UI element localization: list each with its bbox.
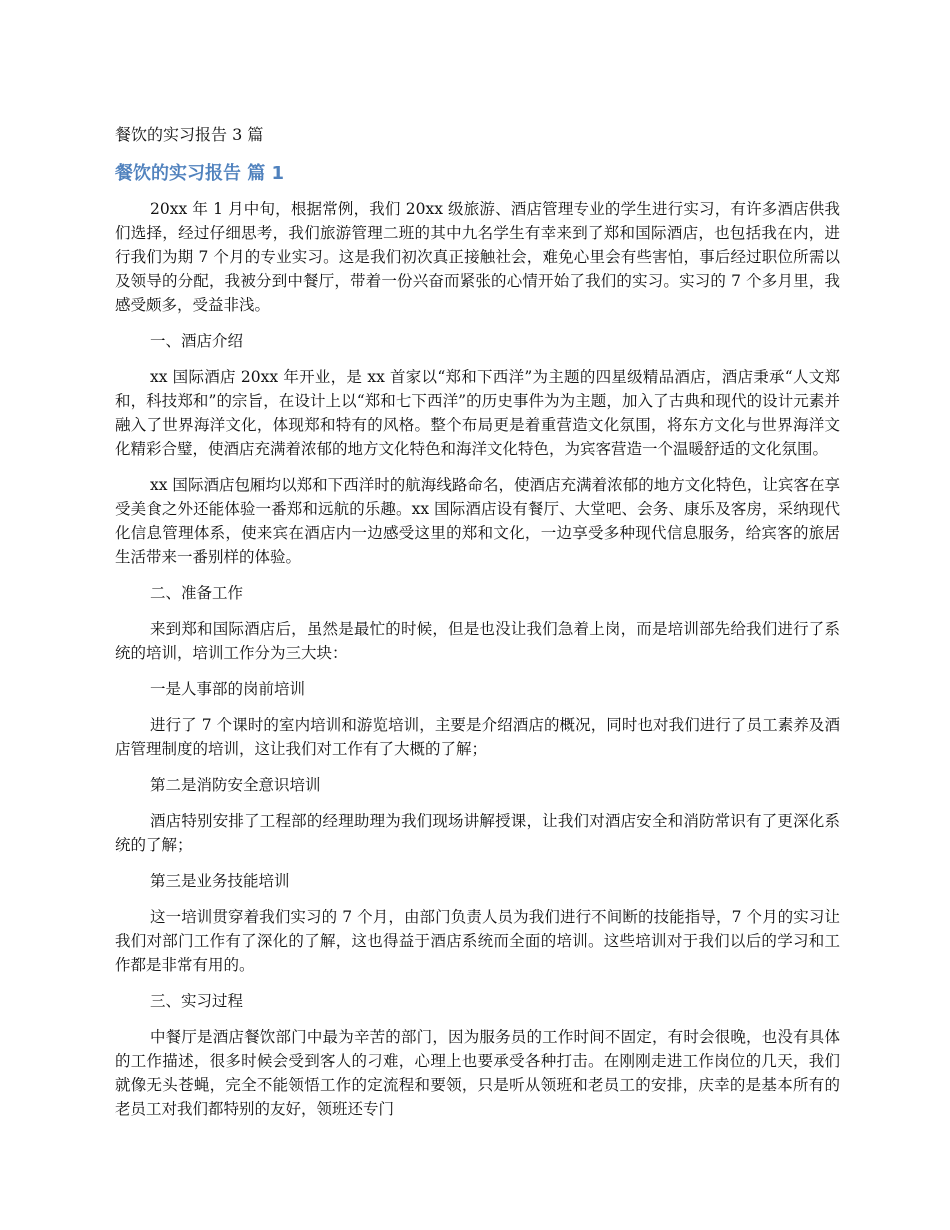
subheading-fire-safety: 第二是消防安全意识培训 <box>150 776 321 794</box>
section-heading: 餐饮的实习报告 篇 1 <box>115 163 285 184</box>
subheading-internship-process: 三、实习过程 <box>150 992 244 1010</box>
document-body <box>115 123 840 1133</box>
paragraph-training-overview: 来到郑和国际酒店后，虽然是最忙的时候，但是也没让我们急着上岗，而是培训部先给我们进行了系统的培训，培训工作分为三大块： <box>115 620 840 662</box>
subheading-hotel-intro: 一、酒店介绍 <box>150 332 244 350</box>
paragraph-hr-training: 进行了 7 个课时的室内培训和游览培训，主要是介绍酒店的概况，同时也对我们进行了员工素养及酒店管理制度的培训，这让我们对工作有了大概的了解； <box>115 716 840 758</box>
document-title: 餐饮的实习报告 3 篇 <box>115 125 264 144</box>
subheading-hr-training: 一是人事部的岗前培训 <box>150 680 306 698</box>
paragraph-intro: 20xx 年 1 月中旬，根据常例，我们 20xx 级旅游、酒店管理专业的学生进行实习，有许多酒店供我们选择，经过仔细思考，我们旅游管理二班的其中九名学生有幸来到了郑和国际酒店，也包括我在内，进行我们为期 7 个月的专业实习。这是我们初次真正接触社会，难免心里会有些害怕，事后经过职位所需以及领导的分配，我被分到中餐厅，带着一份兴奋而紧张的心情开始了我们的实习。实习的 7 个多月里，我感受颇多，受益非浅。 <box>115 200 840 314</box>
subheading-skills-training: 第三是业务技能培训 <box>150 872 290 890</box>
subheading-preparation: 二、准备工作 <box>150 584 244 602</box>
paragraph-hotel-opening: xx 国际酒店 20xx 年开业，是 xx 首家以“郑和下西洋”为主题的四星级精品酒店，酒店秉承“人文郑和，科技郑和”的宗旨，在设计上以“郑和七下西洋”的历史事件为为主题，加入了古典和现代的设计元素并融入了世界海洋文化，体现郑和特有的风格。整个布局更是着重营造文化氛围，将东方文化与世界海洋文化精彩合璧，使酒店充满着浓郁的地方文化特色和海洋文化特色，为宾客营造一个温暖舒适的文化氛围。 <box>115 368 840 458</box>
paragraph-internship-process: 中餐厅是酒店餐饮部门中最为辛苦的部门，因为服务员的工作时间不固定，有时会很晚，也没有具体的工作描述，很多时候会受到客人的刁难，心理上也要承受各种打击。在刚刚走进工作岗位的几天，我们就像无头苍蝇，完全不能领悟工作的定流程和要领，只是听从领班和老员工的安排，庆幸的是基本所有的老员工对我们都特别的友好，领班还专门 <box>115 1028 840 1118</box>
paragraph-fire-safety: 酒店特别安排了工程部的经理助理为我们现场讲解授课，让我们对酒店安全和消防常识有了更深化系统的了解； <box>115 812 840 854</box>
paragraph-skills-training: 这一培训贯穿着我们实习的 7 个月，由部门负责人员为我们进行不间断的技能指导，7 个月的实习让我们对部门工作有了深化的了解，这也得益于酒店系统而全面的培训。这些培训对于我们以后的学习和工作都是非常有用的。 <box>115 908 840 974</box>
paragraph-hotel-rooms: xx 国际酒店包厢均以郑和下西洋时的航海线路命名，使酒店充满着浓郁的地方文化特色，让宾客在享受美食之外还能体验一番郑和远航的乐趣。xx 国际酒店设有餐厅、大堂吧、会务、康乐及客房，采纳现代化信息管理体系，使来宾在酒店内一边感受这里的郑和文化，一边享受多种现代信息服务，给宾客的旅居生活带来一番别样的体验。 <box>115 476 840 566</box>
